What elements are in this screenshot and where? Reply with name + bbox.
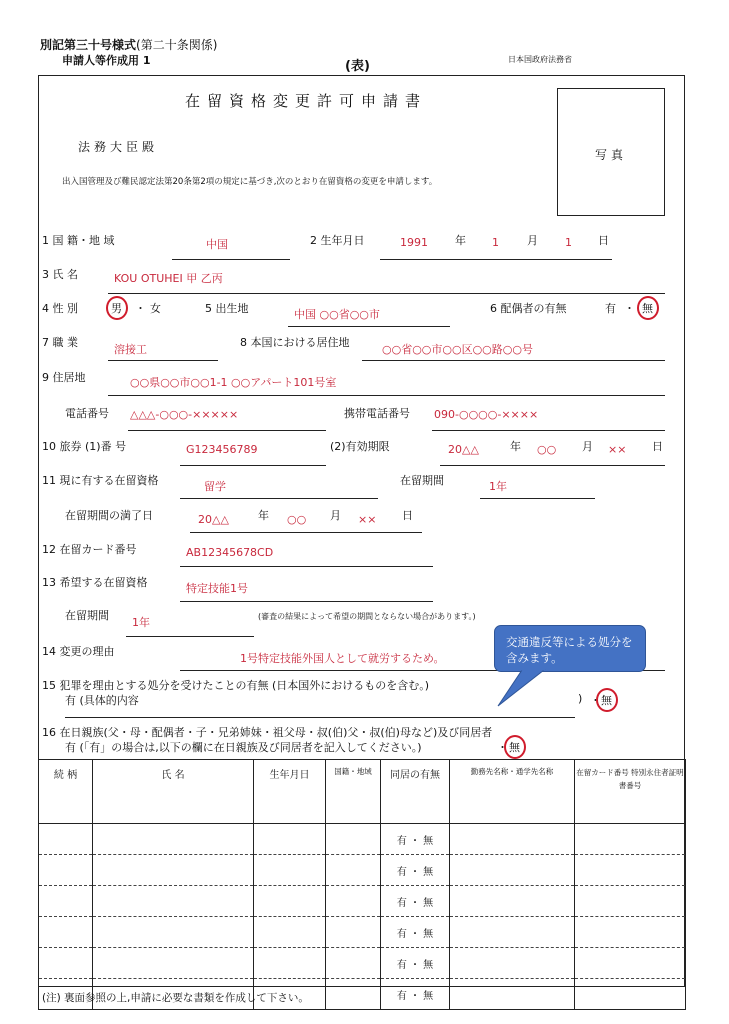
- passport-expiry-month[interactable]: ○○: [537, 443, 557, 456]
- criminal-no-circle: [596, 688, 618, 712]
- desired-period-label: 在留期間: [65, 609, 109, 622]
- table-row: [39, 824, 686, 855]
- occupation-underline: [108, 360, 218, 361]
- desired-period-note: (審査の結果によって希望の期間とならない場合があります。): [258, 612, 476, 621]
- cohabit-option[interactable]: 有 ・ 無: [381, 855, 450, 886]
- col-nationality: 国籍・地域: [326, 760, 381, 824]
- cohabit-option[interactable]: 有 ・ 無: [381, 886, 450, 917]
- sex-male[interactable]: 男: [111, 302, 122, 315]
- addressee: 法務大臣殿: [78, 140, 159, 154]
- criminal-separator: ・: [590, 694, 601, 707]
- family-no-circle: [504, 735, 526, 759]
- name-label: 3 氏 名: [42, 268, 78, 281]
- expiry-day-unit: 日: [402, 509, 413, 522]
- applicant-copy: 申請人等作成用 1: [62, 54, 151, 67]
- spouse-separator: ・: [624, 302, 635, 315]
- reason-label: 14 変更の理由: [42, 645, 115, 658]
- expiry-label: 在留期間の満了日: [65, 509, 153, 522]
- table-row: [39, 948, 686, 979]
- passport-year-unit: 年: [510, 440, 521, 453]
- table-row: [39, 855, 686, 886]
- sex-separator: ・: [135, 302, 146, 315]
- cohabit-option[interactable]: 有 ・ 無: [381, 824, 450, 855]
- col-workplace: 勤務先名称・通学先名称: [450, 760, 575, 824]
- col-cohabit: 同居の有無: [381, 760, 450, 824]
- table-row: [39, 917, 686, 948]
- current-period-label: 在留期間: [400, 474, 444, 487]
- col-name: 氏 名: [93, 760, 254, 824]
- dob-month[interactable]: 1: [492, 236, 499, 249]
- expiry-year[interactable]: 20△△: [198, 513, 229, 526]
- spouse-no-circle: [637, 296, 659, 320]
- spouse-yes[interactable]: 有: [605, 302, 616, 315]
- dob-day[interactable]: 1: [565, 236, 572, 249]
- spouse-label: 6 配偶者の有無: [490, 302, 567, 315]
- sex-female[interactable]: 女: [150, 302, 161, 315]
- card-no-underline: [180, 566, 433, 567]
- birthplace-value[interactable]: 中国 ○○省○○市: [294, 308, 380, 321]
- dob-label: 2 生年月日: [310, 234, 365, 247]
- col-dob: 生年月日: [254, 760, 326, 824]
- name-underline: [108, 293, 665, 294]
- dob-day-unit: 日: [598, 234, 609, 247]
- expiry-month[interactable]: ○○: [287, 513, 307, 526]
- name-value[interactable]: KOU OTUHEI 甲 乙丙: [114, 272, 223, 285]
- occupation-label: 7 職 業: [42, 336, 78, 349]
- home-address-value[interactable]: ○○省○○市○○区○○路○○号: [382, 343, 533, 356]
- passport-expiry-year[interactable]: 20△△: [448, 443, 479, 456]
- nationality-underline: [172, 259, 290, 260]
- desired-period-value[interactable]: 1年: [132, 616, 150, 629]
- spouse-no[interactable]: 無: [642, 302, 653, 315]
- passport-expiry-underline: [440, 465, 665, 466]
- family-no[interactable]: 無: [509, 741, 520, 754]
- passport-label: 10 旅券 (1)番 号: [42, 440, 127, 453]
- col-relationship: 続 柄: [39, 760, 93, 824]
- card-no-value[interactable]: AB12345678CD: [186, 546, 274, 559]
- desired-status-underline: [180, 601, 433, 602]
- criminal-close: ): [578, 692, 583, 705]
- current-period-underline: [480, 498, 595, 499]
- expiry-day[interactable]: ××: [358, 513, 377, 526]
- cohabit-option[interactable]: 有 ・ 無: [381, 917, 450, 948]
- home-address-label: 8 本国における居住地: [240, 336, 350, 349]
- nationality-label: 1 国 籍・地 域: [42, 234, 115, 247]
- passport-expiry-label: (2)有効期限: [330, 440, 390, 453]
- phone-value[interactable]: △△△-○○○-×××××: [130, 408, 239, 421]
- table-row: [39, 886, 686, 917]
- nationality-value[interactable]: 中国: [206, 238, 228, 251]
- residence-value[interactable]: ○○県○○市○○1-1 ○○アパート101号室: [130, 376, 337, 389]
- expiry-year-unit: 年: [258, 509, 269, 522]
- photo-box: [557, 88, 665, 216]
- current-status-underline: [180, 498, 378, 499]
- col-card-number: 在留カード番号 特別永住者証明書番号: [575, 760, 686, 824]
- residence-underline: [108, 395, 665, 396]
- dob-underline: [380, 259, 612, 260]
- passport-number[interactable]: G123456789: [186, 443, 258, 456]
- callout-pointer: [492, 668, 548, 710]
- home-address-underline: [362, 360, 665, 361]
- family-sub: 有 (「有」の場合は,以下の欄に在日親族及び同居者を記入してください。): [65, 741, 422, 754]
- desired-status-label: 13 希望する在留資格: [42, 576, 148, 589]
- cohabit-option[interactable]: 有 ・ 無: [381, 948, 450, 979]
- criminal-no[interactable]: 無: [601, 694, 612, 707]
- passport-day-unit: 日: [652, 440, 663, 453]
- occupation-value[interactable]: 溶接工: [114, 343, 147, 356]
- family-table: [38, 759, 686, 1010]
- current-period-value[interactable]: 1年: [489, 480, 507, 493]
- mobile-label: 携帯電話番号: [344, 407, 410, 420]
- preamble: 出入国管理及び難民認定法第20条第2項の規定に基づき,次のとおり在留資格の変更を申請します。: [62, 177, 438, 187]
- passport-month-unit: 月: [582, 440, 593, 453]
- residence-label: 9 住居地: [42, 371, 86, 384]
- birthplace-underline: [288, 326, 450, 327]
- front-side-label: (表): [345, 59, 370, 74]
- dob-month-unit: 月: [527, 234, 538, 247]
- ministry-label: 日本国政府法務省: [508, 55, 572, 64]
- callout-text: 交通違反等による処分を含みます。: [506, 635, 633, 665]
- passport-expiry-day[interactable]: ××: [608, 443, 627, 456]
- form-number: 別記第三十号様式(第二十条関係): [40, 38, 218, 52]
- phone-label: 電話番号: [65, 407, 109, 420]
- sex-label: 4 性 別: [42, 302, 78, 315]
- cohabit-option[interactable]: 有 ・ 無: [381, 979, 450, 1010]
- phone-underline: [128, 430, 326, 431]
- current-status-value[interactable]: 留学: [204, 480, 226, 493]
- criminal-underline: [65, 717, 575, 718]
- photo-label: 写真: [594, 148, 627, 162]
- birthplace-label: 5 出生地: [205, 302, 249, 315]
- table-header-row: [39, 760, 686, 824]
- reason-value[interactable]: 1号特定技能外国人として就労するため。: [240, 652, 445, 665]
- mobile-underline: [432, 430, 665, 431]
- expiry-underline: [190, 532, 422, 533]
- sex-male-circle: [106, 296, 128, 320]
- passport-number-underline: [180, 465, 326, 466]
- criminal-label: 15 犯罪を理由とする処分を受けたことの有無 (日本国外におけるものを含む。): [42, 679, 430, 692]
- desired-period-underline: [126, 636, 254, 637]
- card-no-label: 12 在留カード番号: [42, 543, 137, 556]
- desired-status-value[interactable]: 特定技能1号: [186, 582, 248, 595]
- criminal-detail-label: 有 (具体的内容: [65, 694, 139, 707]
- dob-year[interactable]: 1991: [400, 236, 428, 249]
- current-status-label: 11 現に有する在留資格: [42, 474, 159, 487]
- expiry-month-unit: 月: [330, 509, 341, 522]
- form-title: 在留資格変更許可申請書: [185, 92, 428, 110]
- footer-note: (注) 裏面参照の上,申請に必要な書類を作成して下さい。: [42, 992, 309, 1004]
- family-separator: ・: [497, 741, 508, 754]
- family-label: 16 在日親族(父・母・配偶者・子・兄弟姉妹・祖父母・叔(伯)父・叔(伯)母など)及び同居者: [42, 726, 493, 739]
- dob-year-unit: 年: [455, 234, 466, 247]
- mobile-value[interactable]: 090-○○○○-××××: [434, 408, 539, 421]
